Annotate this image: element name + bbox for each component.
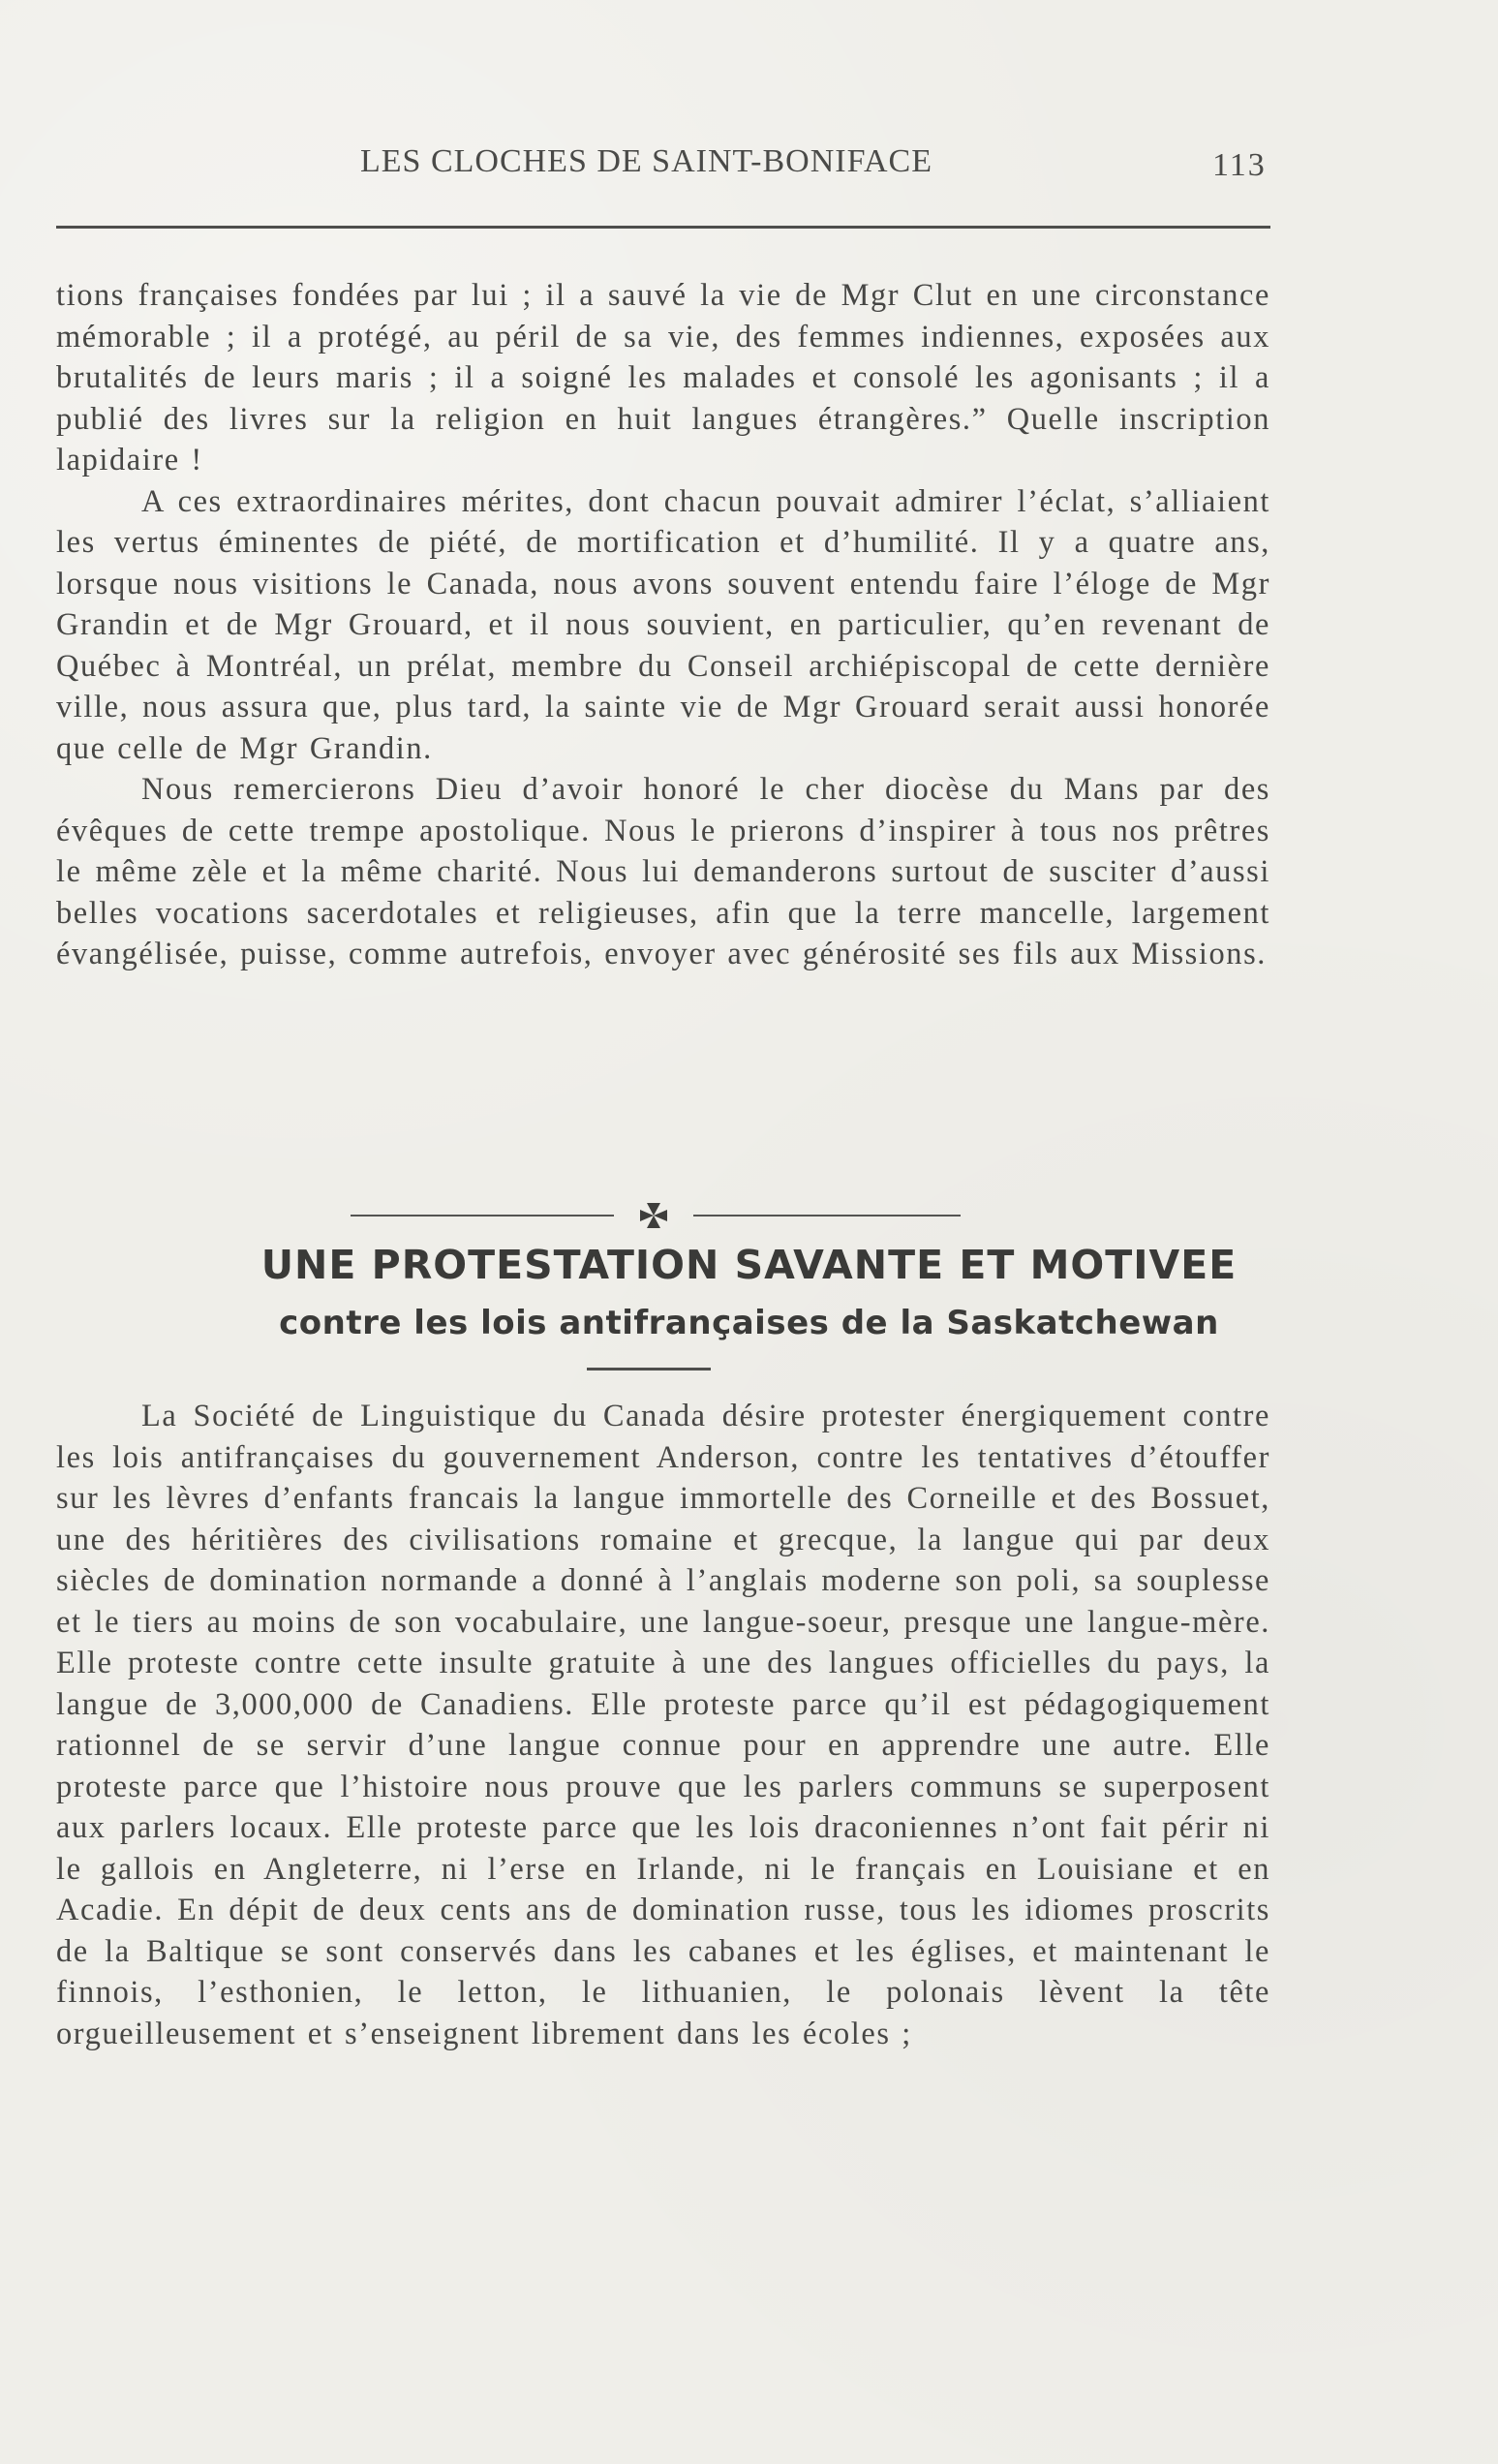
running-title: LES CLOCHES DE SAINT-BONIFACE bbox=[360, 143, 932, 179]
paragraph-merits: A ces extraordinaires mérites, dont chacun pouvait admirer l’éclat, s’alliaient les vertus éminentes de piété, de mortification et d’humilité. Il y a quatre ans, lorsque nous visitions le Canada, nous avons souvent entendu faire l’éloge de Mgr Grandin et de Mgr Grouard, et il nous souvient, en particulier, qu’en revenant de Québec à Montréal, un prélat, membre du Conseil archiépiscopal de cette dernière ville, nous assura que, plus tard, la sainte vie de Mgr Grouard serait aussi honorée que celle de Mgr Grandin. bbox=[56, 483, 1270, 766]
section-subtitle: contre les lois antifrançaises de la Saskatchewan bbox=[279, 1304, 1219, 1342]
running-head bbox=[0, 143, 1498, 192]
section-ornament bbox=[0, 1201, 1498, 1230]
header-rule bbox=[56, 226, 1270, 229]
body-text-top bbox=[56, 275, 1270, 975]
section-title: UNE PROTESTATION SAVANTE ET MOTIVEE bbox=[260, 1242, 1238, 1288]
ornament-rule-left bbox=[351, 1215, 614, 1217]
ornament-rule-right bbox=[693, 1215, 961, 1217]
page-number: 113 bbox=[1212, 147, 1267, 183]
paragraph-continuation: tions françaises fondées par lui ; il a sauvé la vie de Mgr Clut en une circonstance mémorable ; il a protégé, au péril de sa vie, des femmes indiennes, exposées aux brutalités de leurs maris ; il a soigné les malades et consolé les agonisants ; il a publié des livres sur la religion en huit langues étrangères.” Quelle inscription lapidaire ! bbox=[56, 278, 1270, 477]
maltese-cross-icon bbox=[634, 1201, 673, 1230]
paragraph-thanks: Nous remercierons Dieu d’avoir honoré le cher diocèse du Mans par des évêques de cette trempe apostolique. Nous le prierons d’inspirer à tous nos prêtres le même zèle et la même charité. Nous lui demanderons surtout de susciter d’aussi belles vocations sacerdotales et religieuses, afin que la terre mancelle, largement évangélisée, puisse, comme autrefois, envoyer avec générosité ses fils aux Missions. bbox=[56, 772, 1270, 971]
paragraph-protest: La Société de Linguistique du Canada désire protester énergiquement contre les lois antifrançaises du gouvernement Anderson, contre les tentatives d’étouffer sur les lèvres d’enfants francais la langue immortelle des Corneille et des Bossuet, une des héritières des civilisations romaine et grecque, la langue qui par deux siècles de domination normande a donné à l’anglais moderne son poli, sa souplesse et le tiers au moins de son vocabulaire, une langue-soeur, presque une langue-mère. Elle proteste contre cette insulte gratuite à une des langues officielles du pays, la langue de 3,000,000 de Canadiens. Elle proteste parce qu’il est pédagogiquement rationnel de se servir d’une langue connue pour en apprendre une autre. Elle proteste parce que l’histoire nous prouve que les parlers communs se superposent aux parlers locaux. Elle proteste parce que les lois draconiennes n’ont fait périr ni le gallois en Angleterre, ni l’erse en Irlande, ni le français en Louisiane et en Acadie. En dépit de deux cents ans de domination russe, tous les idiomes proscrits de la Baltique se sont conservés dans les cabanes et les églises, et maintenant le finnois, l’esthonien, le letton, le lithuanien, le polonais lèvent la tête orgueilleusement et s’enseignent librement dans les écoles ; bbox=[56, 1399, 1270, 2051]
body-text-bottom bbox=[56, 1396, 1270, 2054]
title-underline-rule bbox=[587, 1368, 711, 1371]
